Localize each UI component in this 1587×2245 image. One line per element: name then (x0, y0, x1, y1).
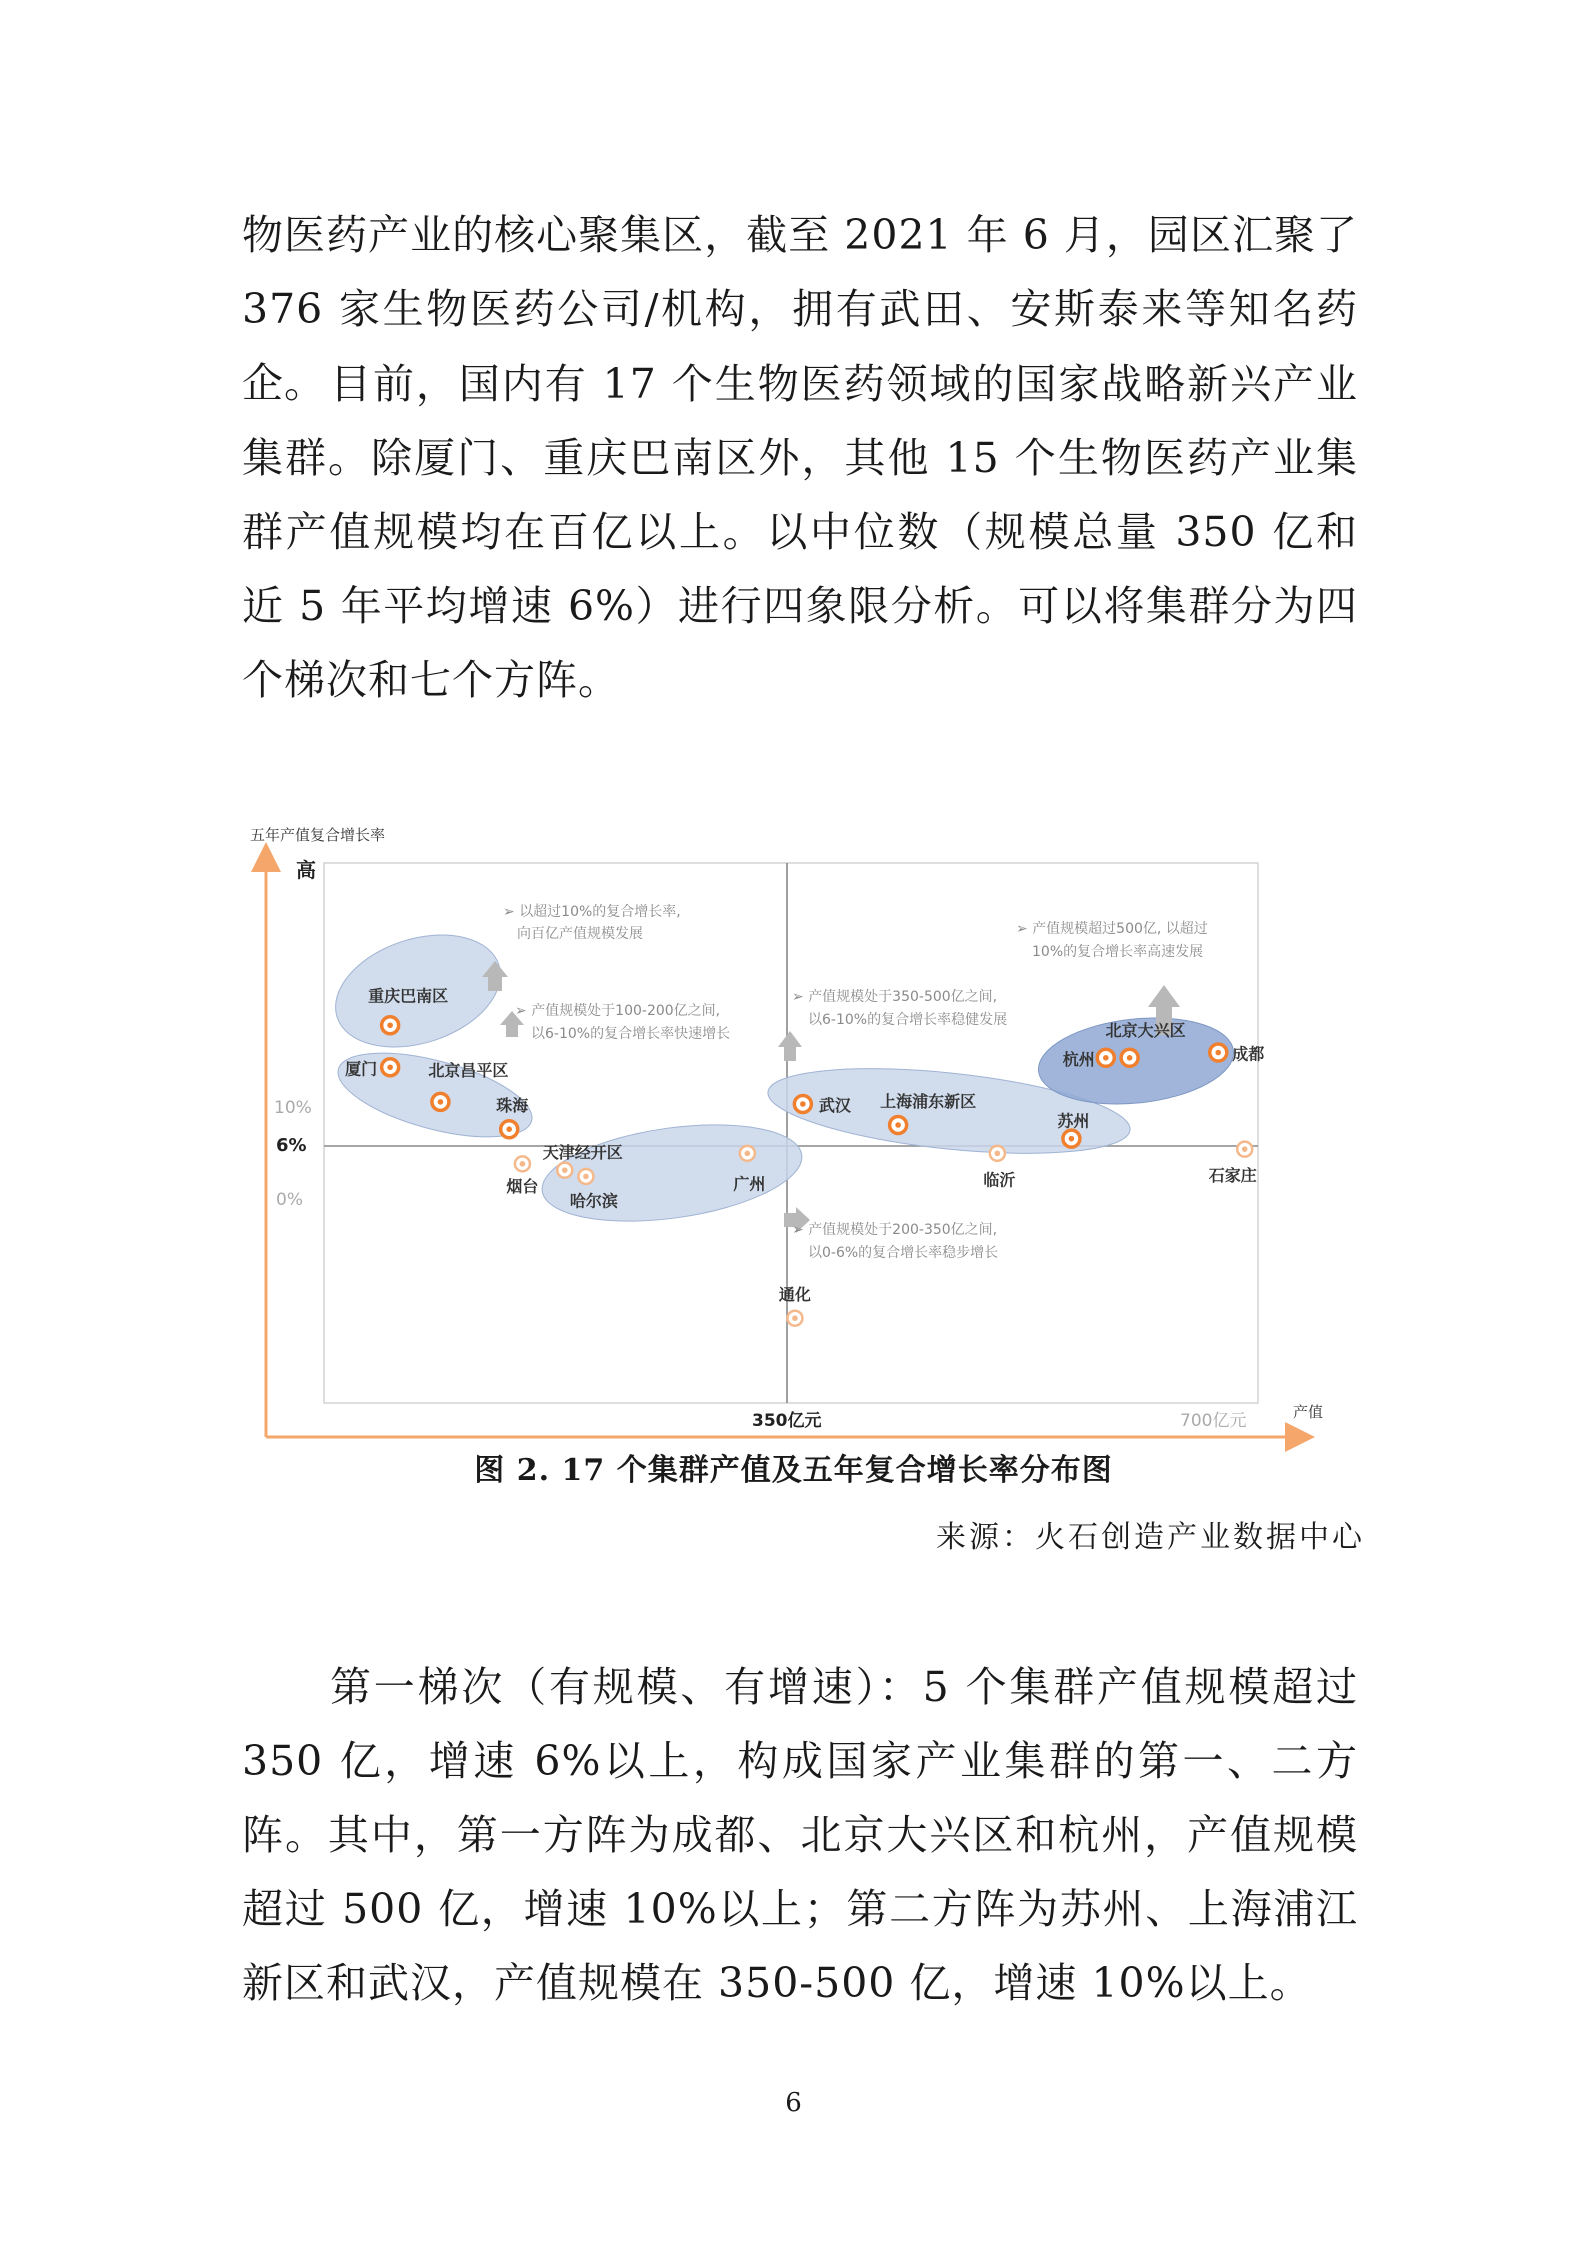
figure-source: 来源：火石创造产业数据中心 (936, 1520, 1365, 1555)
x-axis-label: 产值 (1293, 1403, 1324, 1421)
body-paragraph-3: 第一梯次（有规模、有增速）：5 个集群产值规模超过 350 亿，增速 6%以上，构成国家产业集群的第一、二方阵。其中，第一方阵为成都、北京大兴区和杭州，产值规模超过 500 亿，增速 10%以上；第二方阵为苏州、上海浦江新区和武汉，产值规模在 350-500 亿，增速 10%以上。 (242, 1663, 1358, 2007)
annotation-2-line-1: ➢ 产值规模处于100-200亿之间, (515, 1003, 721, 1019)
points-layer (345, 986, 1264, 1325)
data-point-label: 临沂 (983, 1170, 1016, 1190)
annotation-2-line-2: 以6-10%的复合增长率快速增长 (531, 1026, 731, 1042)
data-point-center (745, 1151, 751, 1157)
body-paragraph-2: 目前，国内有 17 个生物医药领域的国家战略新兴产业集群。除厦门、重庆巴南区外，其他 15 个生物医药产业集群产值规模均在百亿以上。以中位数（规模总量 350 亿和近 5 年平均增速 6%）进行四象限分析。可以将集群分为四个梯次和七个方阵。 (242, 360, 1358, 704)
data-point-center (562, 1167, 568, 1173)
page-number: 6 (785, 2088, 802, 2118)
data-point-label: 广州 (733, 1174, 766, 1194)
data-point-center (792, 1315, 798, 1321)
y-tick-0: 0% (276, 1190, 303, 1210)
data-point-label: 武汉 (818, 1096, 851, 1115)
cluster-quadrant-chart (240, 815, 1324, 1455)
data-point (794, 1096, 852, 1116)
annotation-2 (515, 1002, 730, 1042)
data-point (1210, 1044, 1265, 1064)
x-tick-350: 350亿元 (752, 1411, 822, 1431)
data-point-center (895, 1122, 901, 1128)
data-point (345, 1059, 399, 1079)
annotation-1-line-1: ➢ 以超过10%的复合增长率, (503, 904, 681, 920)
data-point-center (1103, 1055, 1109, 1061)
data-point-label: 石家庄 (1208, 1166, 1257, 1186)
y-high-label: 高 (296, 858, 316, 882)
annotation-3-line-2: 以6-10%的复合增长率稳健发展 (808, 1012, 1008, 1028)
data-point-center (800, 1101, 806, 1107)
data-point (779, 1285, 811, 1326)
y-tick-10: 10% (274, 1098, 312, 1118)
data-point-label: 哈尔滨 (569, 1191, 618, 1211)
data-point-center (1127, 1055, 1133, 1061)
data-point-label: 北京昌平区 (428, 1060, 509, 1080)
annotation-4-line-2: 10%的复合增长率高速发展 (1032, 944, 1204, 960)
data-point-center (387, 1064, 393, 1070)
figure-caption: 图 2. 17 个集群产值及五年复合增长率分布图 (474, 1453, 1113, 1488)
data-point (1063, 1049, 1115, 1069)
x-tick-700: 700亿元 (1180, 1411, 1247, 1431)
annotation-5 (792, 1221, 998, 1261)
group-ellipse-tianjin-guangzhou (536, 1110, 808, 1236)
data-point-label: 北京大兴区 (1105, 1020, 1186, 1040)
data-point-label: 苏州 (1057, 1111, 1090, 1131)
data-point-label: 珠海 (496, 1096, 529, 1116)
annotation-3-line-1: ➢ 产值规模处于350-500亿之间, (792, 989, 998, 1005)
data-point-label: 上海浦东新区 (880, 1092, 977, 1111)
data-point-center (520, 1161, 526, 1167)
data-point-center (506, 1126, 512, 1132)
body-paragraph-1: 物医药产业的核心聚集区，截至 2021 年 6 月，园区汇聚了 376 家生物医药公司/机构，拥有武田、安斯泰来等知名药企。 (242, 211, 1358, 407)
data-point-center (387, 1022, 393, 1028)
data-point-center (1242, 1146, 1248, 1152)
data-point-center (438, 1099, 444, 1105)
y-axis-label: 五年产值复合增长率 (250, 826, 386, 844)
annotation-4 (1016, 920, 1208, 960)
data-point-label: 烟台 (506, 1176, 539, 1196)
annotation-1 (503, 903, 681, 942)
y-tick-6: 6% (276, 1135, 307, 1156)
data-point-label: 厦门 (345, 1059, 378, 1079)
annotation-1-line-2: 向百亿产值规模发展 (517, 926, 643, 942)
data-point-center (1069, 1136, 1075, 1142)
data-point-label: 重庆巴南区 (368, 986, 449, 1006)
data-point-center (995, 1151, 1001, 1157)
data-point-center (1215, 1050, 1221, 1056)
data-point-label: 成都 (1232, 1044, 1265, 1064)
annotation-5-line-2: 以0-6%的复合增长率稳步增长 (808, 1245, 999, 1261)
data-point-label: 通化 (778, 1285, 811, 1305)
annotation-4-line-1: ➢ 产值规模超过500亿, 以超过 (1016, 921, 1208, 937)
annotation-5-line-1: ➢ 产值规模处于200-350亿之间, (792, 1222, 998, 1238)
data-point (1209, 1142, 1257, 1186)
data-point-center (583, 1174, 589, 1180)
trend-arrow-3 (778, 1031, 802, 1061)
annotation-3 (792, 988, 1007, 1028)
data-point (505, 1156, 538, 1196)
data-point-label: 天津经开区 (542, 1143, 623, 1163)
data-point-label: 杭州 (1062, 1049, 1095, 1069)
